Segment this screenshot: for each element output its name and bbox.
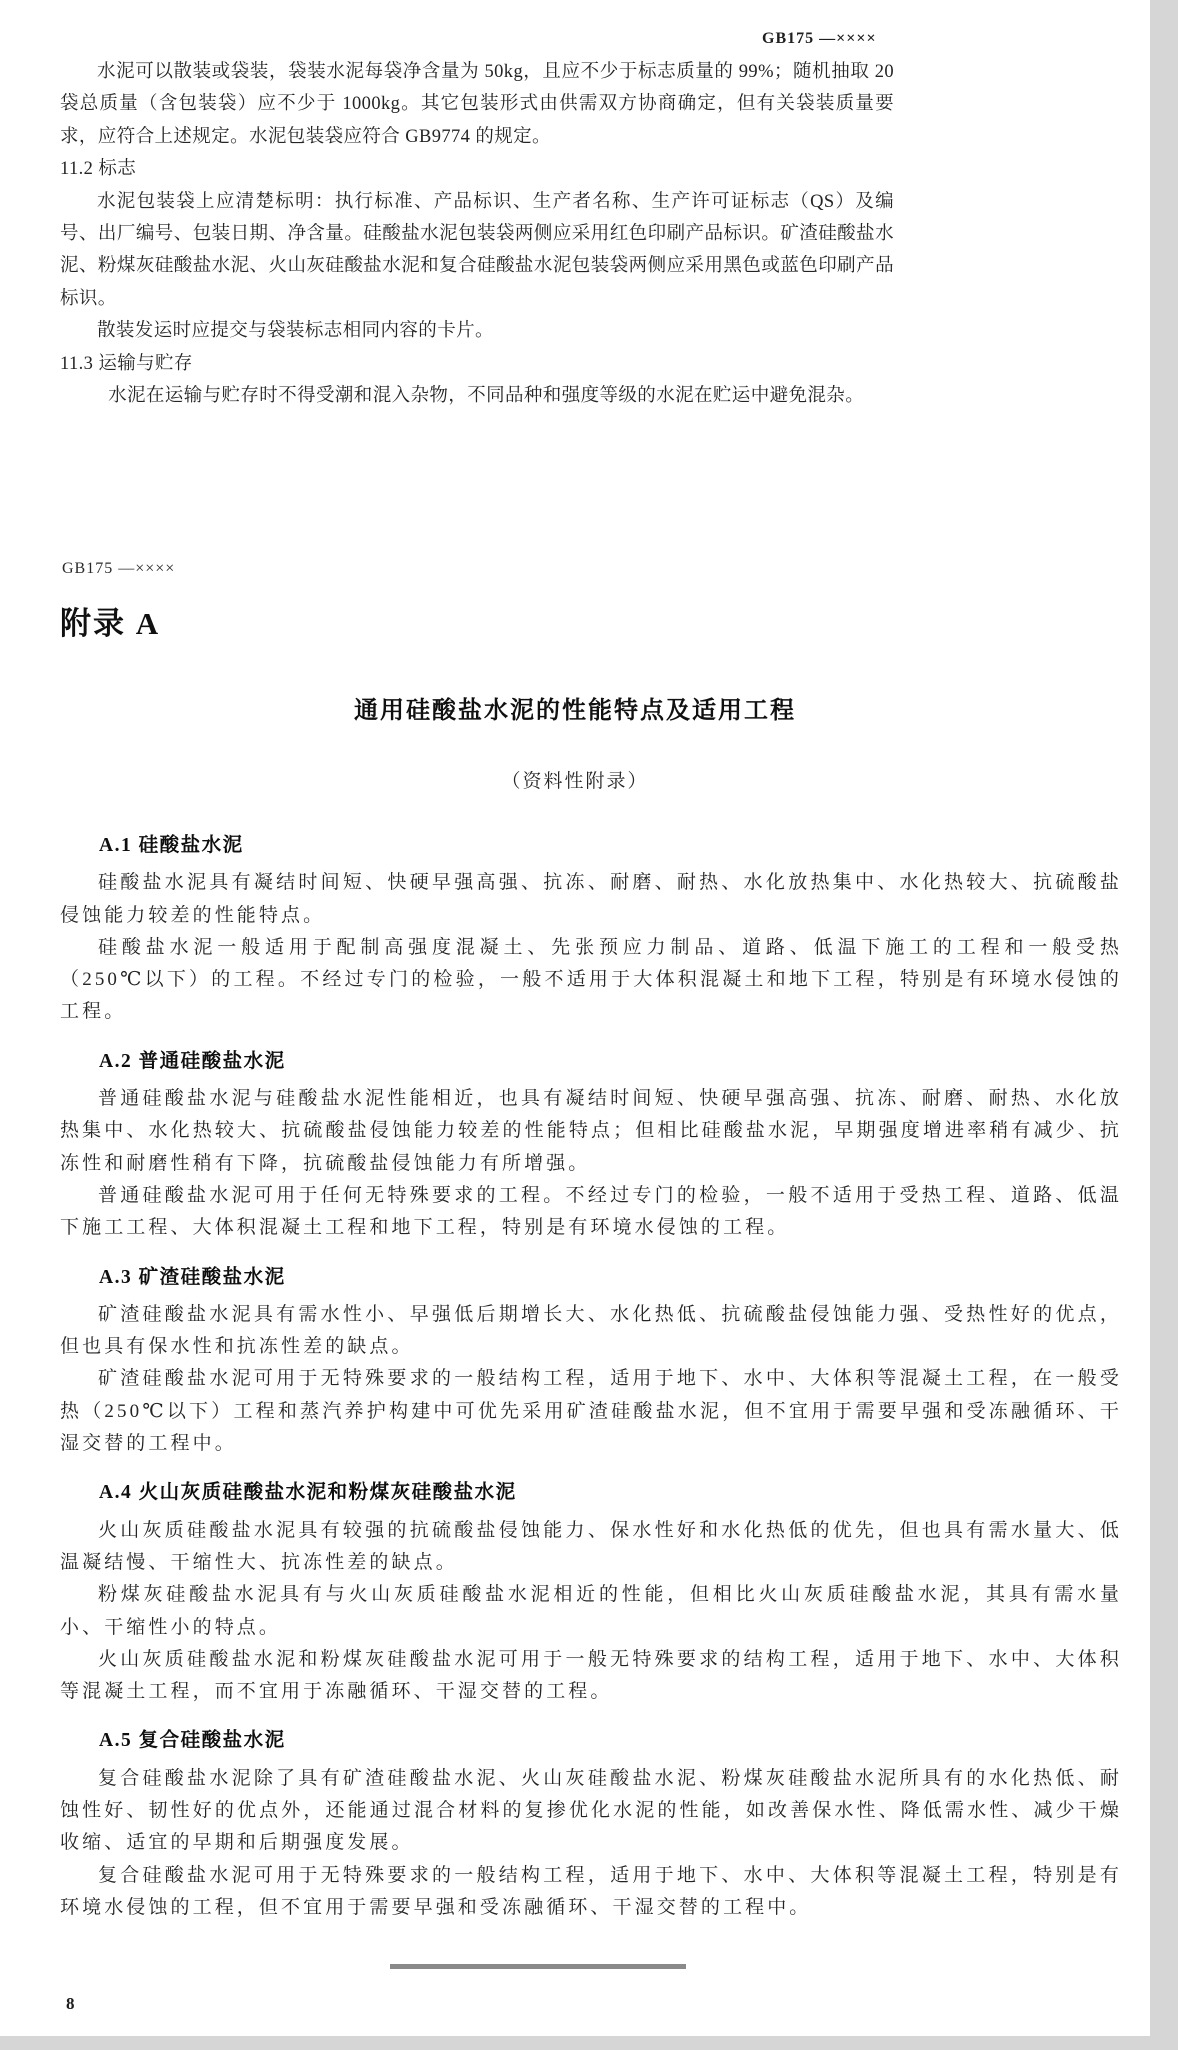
section-a5-paragraph-2: 复合硅酸盐水泥可用于无特殊要求的一般结构工程，适用于地下、水中、大体积等混凝土工程，特别是有环境水侵蚀的工程，但不宜用于需要早强和受冻融循环、干湿交替的工程中。 xyxy=(60,1864,1122,1918)
section-a2-paragraph-2: 普通硅酸盐水泥可用于任何无特殊要求的工程。不经过专门的检验，一般不适用于受热工程、道路、低温下施工工程、大体积混凝土工程和地下工程，特别是有环境水侵蚀的工程。 xyxy=(60,1184,1122,1239)
section-11-packaging xyxy=(60,56,894,412)
clause-11-2-paragraph-2: 散装发运时应提交与袋装标志相同内容的卡片。 xyxy=(97,321,494,342)
section-a3-paragraph-2: 矿渣硅酸盐水泥可用于无特殊要求的一般结构工程，适用于地下、水中、大体积等混凝土工程，在一般受热（250℃以下）工程和蒸汽养护构建中可优先采用矿渣硅酸盐水泥，但不宜用于需要早强和受冻融循环、干湿交替的工程中。 xyxy=(60,1368,1122,1455)
clause-11-2-heading: 11.2 标志 xyxy=(60,159,137,180)
appendix-title: 通用硅酸盐水泥的性能特点及适用工程 xyxy=(354,698,796,724)
section-a2-paragraph-1: 普通硅酸盐水泥与硅酸盐水泥性能相近，也具有凝结时间短、快硬早强高强、抗冻、耐磨、耐热、水化放热集中、水化热较大、抗硫酸盐侵蚀能力较差的性能特点；但相比硅酸盐水泥，早期强度增进率稍有减少、抗冻性和耐磨性稍有下降，抗硫酸盐侵蚀能力有所增强。 xyxy=(60,1088,1122,1174)
section-a2-heading: A.2 普通硅酸盐水泥 xyxy=(99,1050,286,1072)
clause-11-3-heading: 11.3 运输与贮存 xyxy=(60,353,193,374)
end-of-text-divider xyxy=(390,1964,686,1969)
clause-11-2-paragraph-1: 水泥包装袋上应清楚标明：执行标准、产品标识、生产者名称、生产许可证标志（QS）及编号、出厂编号、包装日期、净含量。硅酸盐水泥包装袋两侧应采用红色印刷产品标识。矿渣硅酸盐水泥、粉煤灰硅酸盐水泥、火山灰硅酸盐水泥和复合硅酸盐水泥包装袋两侧应采用黑色或蓝色印刷产品标识。 xyxy=(60,191,894,309)
packaging-intro-paragraph: 水泥可以散装或袋装，袋装水泥每袋净含量为 50kg，且应不少于标志质量的 99%；随机抽取 20 袋总质量（含包装袋）应不少于 1000kg。其它包装形式由供需双方协商确定，但有关袋装质量要求，应符合上述规定。水泥包装袋应符合 GB9774 的规定。 xyxy=(60,62,894,147)
appendix-body xyxy=(60,830,1122,1924)
section-a4-heading: A.4 火山灰质硅酸盐水泥和粉煤灰硅酸盐水泥 xyxy=(99,1482,517,1504)
appendix-subtitle: （资料性附录） xyxy=(501,771,649,792)
section-a4-paragraph-1: 火山灰质硅酸盐水泥具有较强的抗硫酸盐侵蚀能力、保水性好和水化热低的优先，但也具有需水量大、低温凝结慢、干缩性大、抗冻性差的缺点。 xyxy=(60,1519,1122,1573)
section-a1-paragraph-2: 硅酸盐水泥一般适用于配制高强度混凝土、先张预应力制品、道路、低温下施工的工程和一般受热（250℃以下）的工程。不经过专门的检验，一般不适用于大体积混凝土和地下工程，特别是有环境水侵蚀的工程。 xyxy=(60,936,1122,1023)
section-a4-paragraph-3: 火山灰质硅酸盐水泥和粉煤灰硅酸盐水泥可用于一般无特殊要求的结构工程，适用于地下、水中、大体积等混凝土工程，而不宜用于冻融循环、干湿交替的工程。 xyxy=(60,1648,1122,1703)
section-a3-heading: A.3 矿渣硅酸盐水泥 xyxy=(99,1266,286,1288)
section-a5-paragraph-1: 复合硅酸盐水泥除了具有矿渣硅酸盐水泥、火山灰硅酸盐水泥、粉煤灰硅酸盐水泥所具有的水化热低、耐蚀性好、韧性好的优点外，还能通过混合材料的复掺优化水泥的性能，如改善保水性、降低需水性、减少干燥收缩、适宜的早期和后期强度发展。 xyxy=(60,1767,1122,1854)
clause-11-3-paragraph: 水泥在运输与贮存时不得受潮和混入杂物，不同品种和强度等级的水泥在贮运中避免混杂。 xyxy=(108,386,865,407)
section-a1-paragraph-1: 硅酸盐水泥具有凝结时间短、快硬早强高强、抗冻、耐磨、耐热、水化放热集中、水化热较大、抗硫酸盐侵蚀能力较差的性能特点。 xyxy=(60,872,1122,926)
appendix-a-label: 附录 A xyxy=(60,606,161,641)
section-a1-heading: A.1 硅酸盐水泥 xyxy=(99,835,244,856)
standard-number-header-left: GB175 —×××× xyxy=(62,560,176,577)
section-a5-heading: A.5 复合硅酸盐水泥 xyxy=(99,1730,286,1752)
page-number: 8 xyxy=(66,1994,75,2013)
standard-number-header-right: GB175 —×××× xyxy=(762,30,877,47)
section-a4-paragraph-2: 粉煤灰硅酸盐水泥具有与火山灰质硅酸盐水泥相近的性能，但相比火山灰质硅酸盐水泥，其具有需水量小、干缩性小的特点。 xyxy=(60,1584,1122,1638)
section-a3-paragraph-1: 矿渣硅酸盐水泥具有需水性小、早强低后期增长大、水化热低、抗硫酸盐侵蚀能力强、受热性好的优点，但也具有保水性和抗冻性差的缺点。 xyxy=(60,1303,1122,1358)
